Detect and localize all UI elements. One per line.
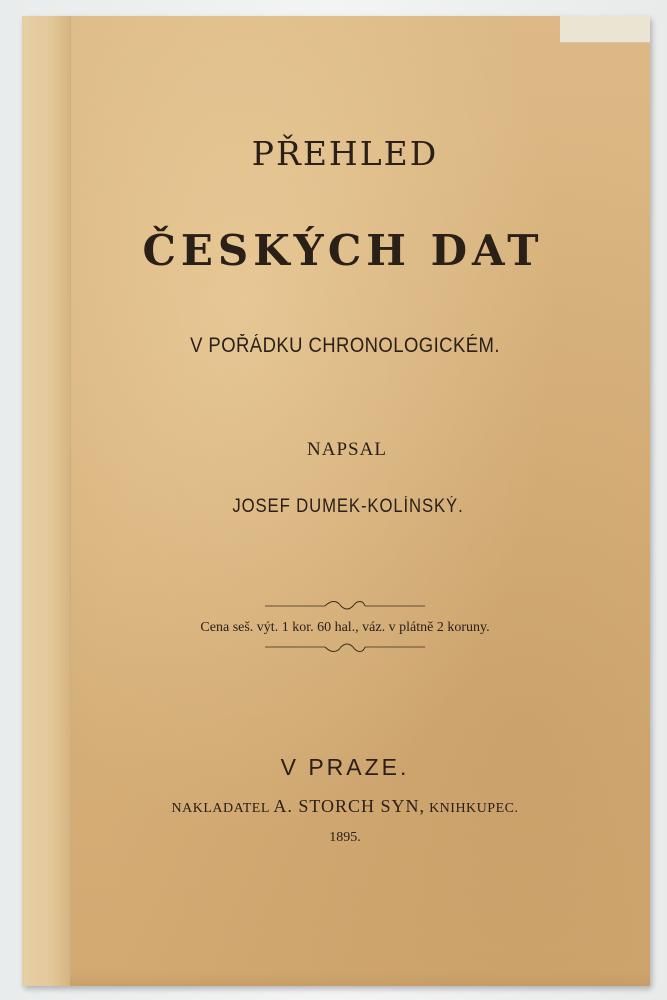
worn-bottom-edge	[70, 972, 650, 986]
publisher-line	[40, 796, 650, 817]
price-line: Cena seš. výt. 1 kor. 60 hal., váz. v plátně 2 koruny.	[200, 620, 490, 635]
publication-year: 1895.	[329, 830, 361, 845]
ornament-top	[40, 598, 650, 612]
book-cover	[22, 16, 650, 986]
wrote-label: NAPSAL	[307, 439, 387, 460]
ornament-bottom	[40, 641, 650, 655]
publisher-prefix: NAKLADATEL	[171, 801, 270, 816]
publisher-suffix: KNIHKUPEC.	[429, 801, 519, 816]
publisher-name: A. STORCH SYN,	[273, 796, 426, 816]
title-line-1: PŘEHLED	[251, 134, 439, 173]
torn-corner	[560, 16, 650, 43]
author-name: JOSEF DUMEK-KOLÍNSKÝ.	[232, 496, 464, 517]
title-line-2: ČESKÝCH DAT	[142, 226, 544, 275]
subtitle: V POŘÁDKU CHRONOLOGICKÉM.	[190, 334, 500, 357]
city-of-publication: V PRAZE.	[280, 754, 410, 780]
